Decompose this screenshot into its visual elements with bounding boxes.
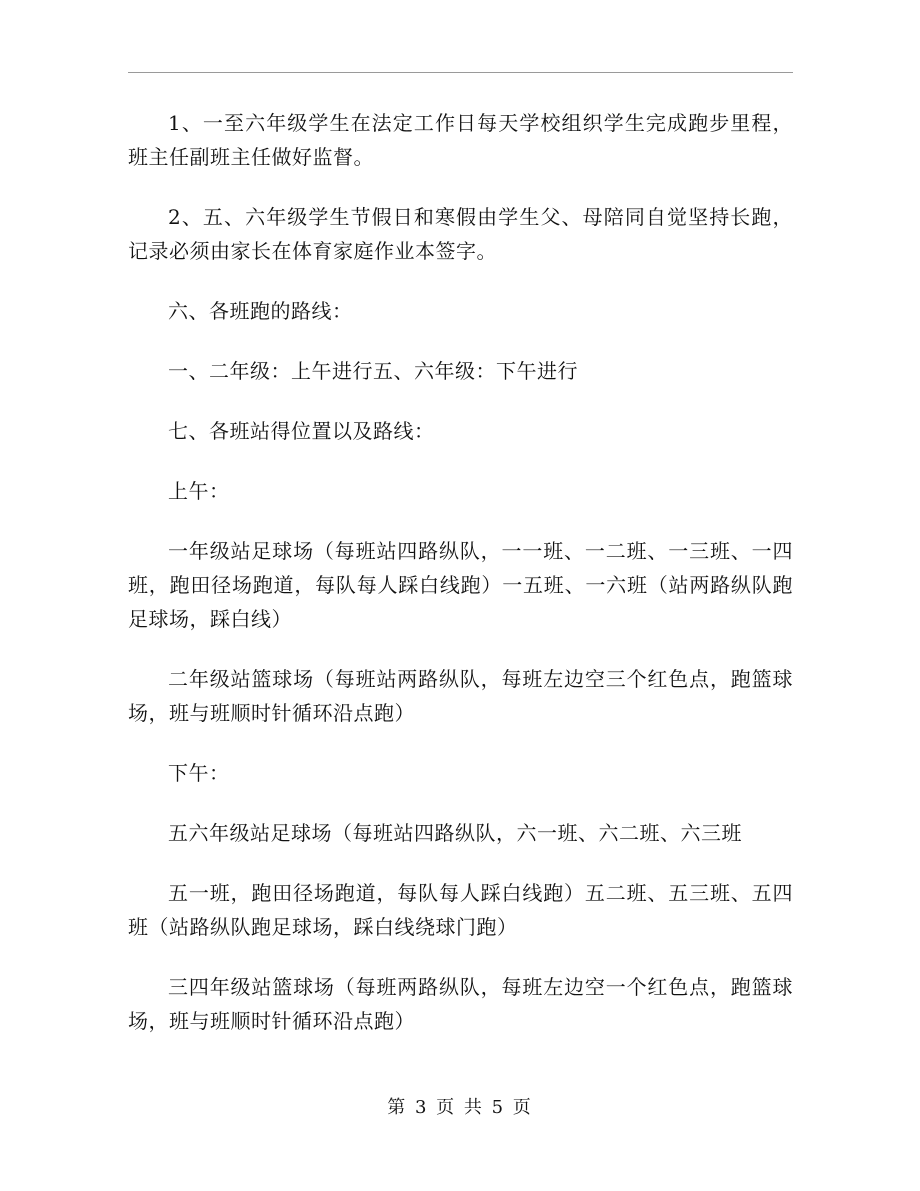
paragraph-grade-3-4: 三四年级站篮球场（每班两路纵队，每班左边空一个红色点，跑篮球场，班与班顺时针循环沿点跑） <box>128 975 793 1033</box>
section-heading-routes: 六、各班跑的路线： <box>168 299 353 323</box>
subheading-afternoon: 下午： <box>168 761 230 785</box>
header-rule <box>128 72 793 73</box>
paragraph-grade-2: 二年级站篮球场（每班站两路纵队，每班左边空三个红色点，跑篮球场，班与班顺时针循环沿点跑） <box>128 667 793 725</box>
page-number: 第 3 页 共 5 页 <box>387 1097 533 1118</box>
subheading-morning: 上午： <box>168 479 230 503</box>
paragraph-grade-1: 一年级站足球场（每班站四路纵队，一一班、一二班、一三班、一四班，跑田径场跑道，每队每人踩白线跑）一五班、一六班（站两路纵队跑足球场，踩白线） <box>128 539 793 631</box>
document-body <box>128 106 793 1064</box>
section-heading-positions: 七、各班站得位置以及路线： <box>168 419 435 443</box>
paragraph-grade-5-classes: 五一班，跑田径场跑道，每队每人踩白线跑）五二班、五三班、五四班（站路纵队跑足球场，踩白线绕球门跑） <box>128 881 793 939</box>
paragraph-1: 1、一至六年级学生在法定工作日每天学校组织学生完成跑步里程，班主任副班主任做好监督。 <box>128 111 793 169</box>
paragraph-schedule: 一、二年级：上午进行五、六年级：下午进行 <box>168 359 578 383</box>
paragraph-grade-5-6: 五六年级站足球场（每班站四路纵队，六一班、六二班、六三班 <box>168 821 742 845</box>
paragraph-2: 2、五、六年级学生节假日和寒假由学生父、母陪同自觉坚持长跑，记录必须由家长在体育家庭作业本签字。 <box>128 205 793 263</box>
